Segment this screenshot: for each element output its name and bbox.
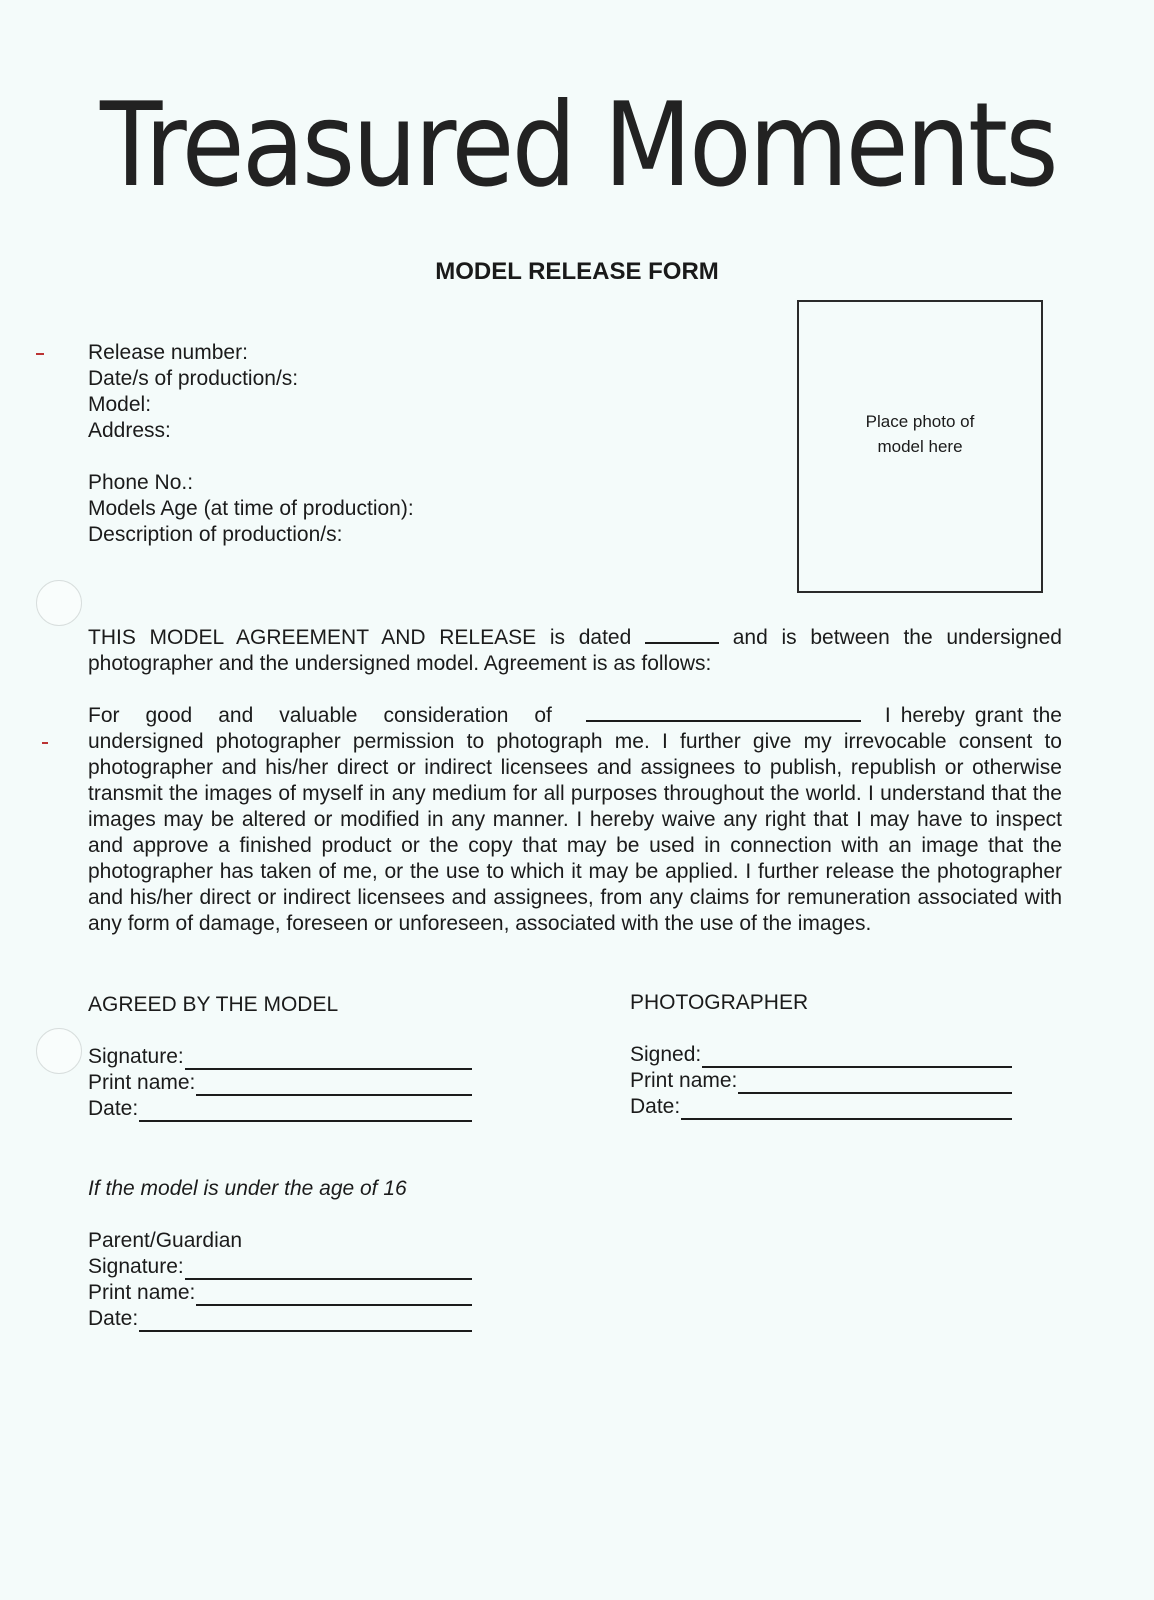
guardian-signature-line[interactable] [185, 1258, 472, 1280]
phone-label: Phone No.: [88, 471, 194, 494]
body-text-1: For good and valuable consideration of [88, 704, 552, 727]
address-label: Address: [88, 419, 171, 442]
guardian-note: If the model is under the age of 16 [88, 1177, 407, 1200]
body-text-2: I hereby grant the undersigned photographer permission to photograph me. I further give my irrevocable consent to photographer and his/her direct or indirect licensees and assignees to publish, republish or otherwise transmit the images of myself in any medium for all purposes throughout the world. I understand that the images may be altered or modified in any manner. I hereby waive any right that I may have to inspect and approve a finished product or the copy that may be used in connection with an image that the photographer has taken of me, or the use to which it may be applied. I further release the photographer and his/her direct or indirect licensees and assignees, from any claims for remuneration associated with any form of damage, foreseen or unforeseen, associated with the use of the images. [88, 704, 1062, 935]
guardian-signature-block [88, 1176, 472, 1332]
guardian-print-name-row [88, 1280, 472, 1306]
release-number-label: Release number: [88, 341, 248, 364]
age-label: Models Age (at time of production): [88, 497, 414, 520]
photographer-signature-block [630, 990, 1012, 1120]
model-label: Model: [88, 393, 152, 416]
description-label: Description of production/s: [88, 523, 343, 546]
model-print-name-line[interactable] [196, 1074, 472, 1096]
photographer-signed-row [630, 1042, 1012, 1068]
guardian-heading: Parent/Guardian [88, 1229, 243, 1252]
model-heading: AGREED BY THE MODEL [88, 993, 339, 1016]
guardian-date-line[interactable] [139, 1310, 472, 1332]
photographer-print-name-line[interactable] [738, 1072, 1012, 1094]
guardian-signature-label: Signature: [88, 1255, 184, 1278]
model-date-line[interactable] [139, 1100, 472, 1122]
punch-hole [36, 1028, 82, 1074]
photographer-heading: PHOTOGRAPHER [630, 991, 809, 1014]
guardian-signature-row [88, 1254, 472, 1280]
photo-placeholder-box[interactable] [797, 300, 1043, 593]
agreement-body [88, 702, 1062, 937]
guardian-date-row [88, 1306, 472, 1332]
intro-text-2: and is between the undersigned photographer and the undersigned model. Agreement is as follows: [88, 626, 1062, 675]
model-date-row [88, 1096, 472, 1122]
form-title: MODEL RELEASE FORM [435, 258, 719, 285]
photographer-date-row [630, 1094, 1012, 1120]
model-print-name-row [88, 1070, 472, 1096]
guardian-print-name-line[interactable] [196, 1284, 472, 1306]
intro-text-1: THIS MODEL AGREEMENT AND RELEASE is dated [88, 626, 632, 649]
model-signature-block [88, 992, 472, 1122]
model-date-label: Date: [88, 1097, 139, 1120]
photographer-signed-label: Signed: [630, 1043, 702, 1066]
stray-mark [42, 742, 48, 744]
consideration-blank[interactable] [586, 702, 861, 722]
details-fields [88, 340, 414, 548]
photographer-date-label: Date: [630, 1095, 681, 1118]
photo-placeholder-label: Place photo of model here [865, 411, 975, 456]
dates-label: Date/s of production/s: [88, 367, 299, 390]
logo: Treasured Moments [100, 78, 1056, 213]
agreement-intro [88, 624, 1062, 677]
stray-mark [36, 353, 44, 355]
guardian-date-label: Date: [88, 1307, 139, 1330]
punch-hole [36, 580, 82, 626]
model-signature-row [88, 1044, 472, 1070]
photographer-signed-line[interactable] [702, 1046, 1012, 1068]
model-signature-label: Signature: [88, 1045, 184, 1068]
photographer-print-name-row [630, 1068, 1012, 1094]
date-blank[interactable] [645, 624, 719, 644]
photographer-date-line[interactable] [681, 1098, 1012, 1120]
guardian-print-name-label: Print name: [88, 1281, 196, 1304]
photographer-print-name-label: Print name: [630, 1069, 738, 1092]
model-signature-line[interactable] [185, 1048, 472, 1070]
model-print-name-label: Print name: [88, 1071, 196, 1094]
